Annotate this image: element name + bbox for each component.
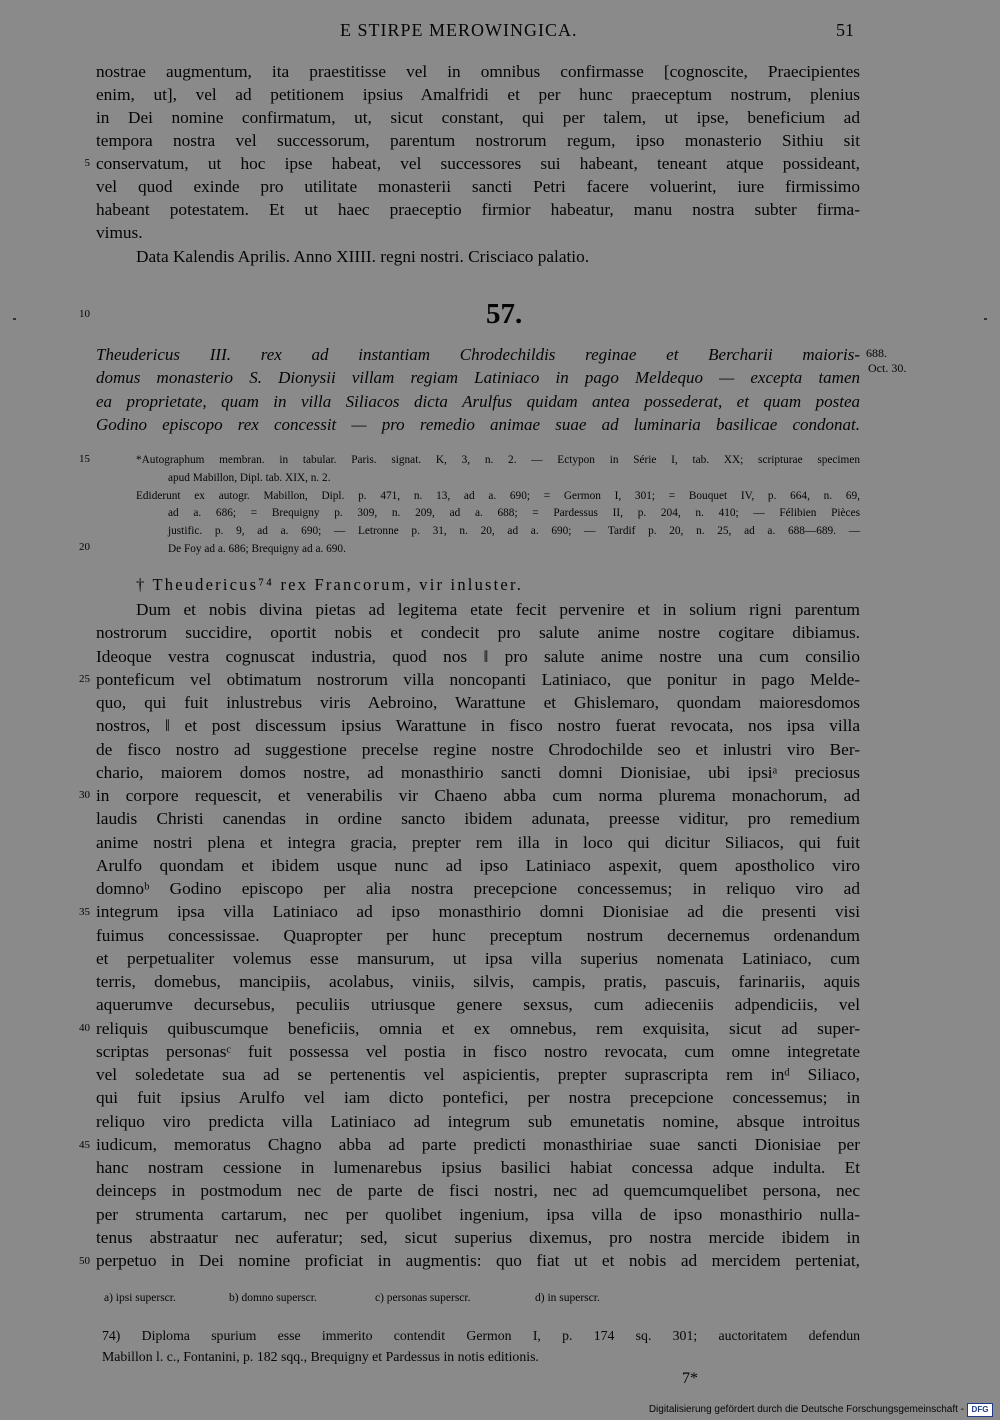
source-line: *Autographum membran. in tabular. Paris. signat. K, 3, n. 2. — Ectypon in Série I, tab. XX; scripturae specimen	[136, 454, 860, 466]
text-line: vel soledetate sua ad se pertenentis vel aspicientis, prepter suprascripta rem inᵈ Siliaco,	[96, 1065, 860, 1084]
footnote-a: a) ipsi superscr.	[104, 1292, 176, 1304]
text-line: tempora nostra vel successorum, parentum nostrorum regum, ipso monasterio Sithiu sit	[96, 131, 860, 150]
text-line: deinceps in postmodum nec de parte de fisci nostri, nec ad quemcumquelibet persona, nec	[96, 1181, 860, 1200]
line-number: 20	[79, 541, 90, 553]
footnote-c: c) personas superscr.	[375, 1292, 471, 1304]
text-line: integrum ipsa villa Latiniaco ad ipso monasthirio domni Dionisiae ad die presenti visi	[96, 902, 860, 921]
text-line: Ideoque vestra cognuscat industria, quod nos ‖ pro salute anime nostre una cum consilio	[96, 647, 860, 666]
line-number: 40	[79, 1022, 90, 1034]
text-line: tenus abstraatur nec auferatur; sed, sicut superius dixemus, pro nostra mercide ibidem in	[96, 1228, 860, 1247]
line-number: 50	[79, 1255, 90, 1267]
text-line: qui fuit ipsius Arulfo vel iam dicto pontefici, per nostra precepcione concessemus; in	[96, 1088, 860, 1107]
page-number: 51	[836, 20, 854, 40]
text-line: et perpetualiter volemus esse mansurum, ut ipsa villa superius nomenata Latiniaco, cum	[96, 949, 860, 968]
text-line: terris, domebus, mancipiis, acolabus, viniis, silvis, campis, pratis, pascuis, farinariis, aquis	[96, 972, 860, 991]
footnote-d: d) in superscr.	[535, 1292, 600, 1304]
text-line: vel quod exinde pro utilitate monasterii sancti Petri facere voluerint, iure firmissimo	[96, 177, 860, 196]
text-line: anime nostri plena et integra gracia, prepter rem illa in loco qui dicitur Siliacos, qui fuit	[96, 833, 860, 852]
margin-date-day: Oct. 30.	[868, 361, 907, 375]
signature-mark: 7*	[682, 1370, 698, 1387]
text-line: in corpore requescit, et venerabilis vir Chaeno abba cum norma plurema monachorum, ad	[96, 786, 860, 805]
regest-line: ea proprietate, quam in villa Siliacos dicta Arulfus quidam antea possederat, et quam postea	[96, 392, 860, 411]
document-number: 57.	[486, 298, 523, 330]
text-line: per strumenta cartarum, nec per quolibet ingenium, ipsa villa de ipso monasthirio nulla-	[96, 1205, 860, 1224]
source-line: De Foy ad a. 686; Brequigny ad a. 690.	[168, 543, 346, 555]
text-line: Dum et nobis divina pietas ad legitema etate fecit pervenire et in solium rigni parentum	[136, 600, 860, 619]
running-header-title: E STIRPE MEROWINGICA.	[340, 20, 578, 40]
margin-date-year: 688.	[866, 346, 887, 360]
text-line: perpetuo in Dei nomine proficiat in augmentis: quo fiat ut et nobis ad mercidem perteniat,	[96, 1251, 860, 1270]
source-line: Ediderunt ex autogr. Mabillon, Dipl. p. 471, n. 13, ad a. 690; = Germon I, 301; = Bouquet IV, p. 664, n. 69,	[136, 490, 860, 502]
text-line: domnoᵇ Godino episcopo per alia nostra precepcione concessemus; in reliquo viro ad	[96, 879, 860, 898]
line-number: 25	[79, 673, 90, 685]
invocation-line: † Theudericus⁷⁴ rex Francorum, vir inluster.	[136, 575, 524, 594]
regest-line: Theudericus III. rex ad instantiam Chrodechildis reginae et Bercharii maioris-	[96, 345, 860, 364]
text-line: conservatum, ut hoc ipse habeat, vel successores sui habeant, teneant atque possideant,	[96, 154, 860, 173]
line-number: 15	[79, 453, 90, 465]
line-number: 35	[79, 906, 90, 918]
text-line: chario, maiorem domos nostre, ad monasthirio sancti domni Dionisiae, ubi ipsiᵃ preciosus	[96, 763, 860, 782]
text-line: nostrae augmentum, ita praestitisse vel in omnibus confirmasse [cognoscite, Praecipientes	[96, 62, 860, 81]
footer-credit: Digitalisierung gefördert durch die Deutsche Forschungsgemeinschaft -	[648, 1404, 964, 1415]
text-line: hanc nostram cessione in lumenarebus ipsius basilici habiat concessa adque indulta. Et	[96, 1158, 860, 1177]
text-line: ponteficum vel obtimatum nostrorum villa noncopanti Latiniaco, que ponitur in pago Melde-	[96, 670, 860, 689]
scan-speck	[984, 318, 987, 320]
text-line: quo, qui fuit inlustrebus viris Aebroino, Warattune et Ghislemaro, quondam maioresdomos	[96, 693, 860, 712]
text-line: de fisco nostro ad suggestione precelse regine nostre Chrodochilde seo et inlustri viro Ber-	[96, 740, 860, 759]
text-line: reliquis quibuscumque beneficiis, omnia et ex omnebus, rem exquisita, sicut ad super-	[96, 1019, 860, 1038]
text-line: fuimus concessissae. Quapropter per hunc preceptum nostrum decernemus ordenandum	[96, 926, 860, 945]
text-line: reliquo viro predicta villa Latiniaco ad integrum sub emunetatis nomine, absque introitus	[96, 1112, 860, 1131]
source-line: justific. p. 9, ad a. 690; — Letronne p. 31, n. 20, ad a. 690; — Tardif p. 20, n. 25, ad a. 688—689. —	[168, 525, 860, 537]
text-line: nostros, ‖ et post discessum ipsius Warattune in fisco nostro fuerat revocata, nos ipsa villa	[96, 716, 860, 735]
source-line: apud Mabillon, Dipl. tab. XIX, n. 2.	[168, 472, 331, 484]
footnote-line: Mabillon l. c., Fontanini, p. 182 sqq., Brequigny et Pardessus in notis editionis.	[102, 1349, 539, 1364]
text-line: Arulfo quondam et ibidem usque nunc ad ipso Latiniaco aspexit, quem apostholico viro	[96, 856, 860, 875]
text-line: vimus.	[96, 223, 143, 242]
line-number: 30	[79, 789, 90, 801]
footnote-b: b) domno superscr.	[229, 1292, 317, 1304]
text-line: iudicum, memoratus Chagno abba ad parte predicti monasthiriae suae sancti Dionisiae per	[96, 1135, 860, 1154]
text-line: enim, ut], vel ad petitionem ipsius Amalfridi et per hunc praeceptum nostrum, plenius	[96, 85, 860, 104]
dating-clause: Data Kalendis Aprilis. Anno XIIII. regni nostri. Crisciaco palatio.	[136, 247, 590, 266]
line-number: 10	[79, 308, 90, 320]
footnote-line: 74) Diploma spurium esse immerito contendit Germon I, p. 174 sq. 301; auctoritatem defendun	[102, 1328, 860, 1343]
scan-speck	[13, 318, 16, 320]
regest-line: Godino episcopo rex concessit — pro remedio animae suae ad luminaria basilicae condonat.	[96, 415, 860, 434]
line-number: 45	[79, 1139, 90, 1151]
source-line: ad a. 686; = Brequigny p. 309, n. 209, ad a. 688; = Pardessus II, p. 204, n. 410; — Félibien Pièces	[168, 507, 860, 519]
dfg-logo-icon[interactable]: DFG	[967, 1403, 993, 1417]
text-line: habeant potestatem. Et ut haec praeceptio firmior habeatur, manu nostra subter firma-	[96, 200, 860, 219]
text-line: aquerumve decursebus, peculiis utriusque genere sexsus, cum adieceniis adpendiciis, vel	[96, 995, 860, 1014]
line-number: 5	[84, 157, 90, 169]
text-line: scriptas personasᶜ fuit possessa vel postia in fisco nostro revocata, cum omne integretate	[96, 1042, 860, 1061]
text-line: nostrorum succidire, oportit nobis et condecit pro salute anime nostre cogitare dibiamus.	[96, 623, 860, 642]
text-line: laudis Christi canendas in ordine sancto ibidem adunata, preesse viditur, pro remedium	[96, 809, 860, 828]
regest-line: domus monasterio S. Dionysii villam regiam Latiniaco in pago Meldequo — excepta tamen	[96, 368, 860, 387]
text-line: in Dei nomine confirmatum, ut, sicut constant, qui per talem, ut ipse, beneficium ad	[96, 108, 860, 127]
